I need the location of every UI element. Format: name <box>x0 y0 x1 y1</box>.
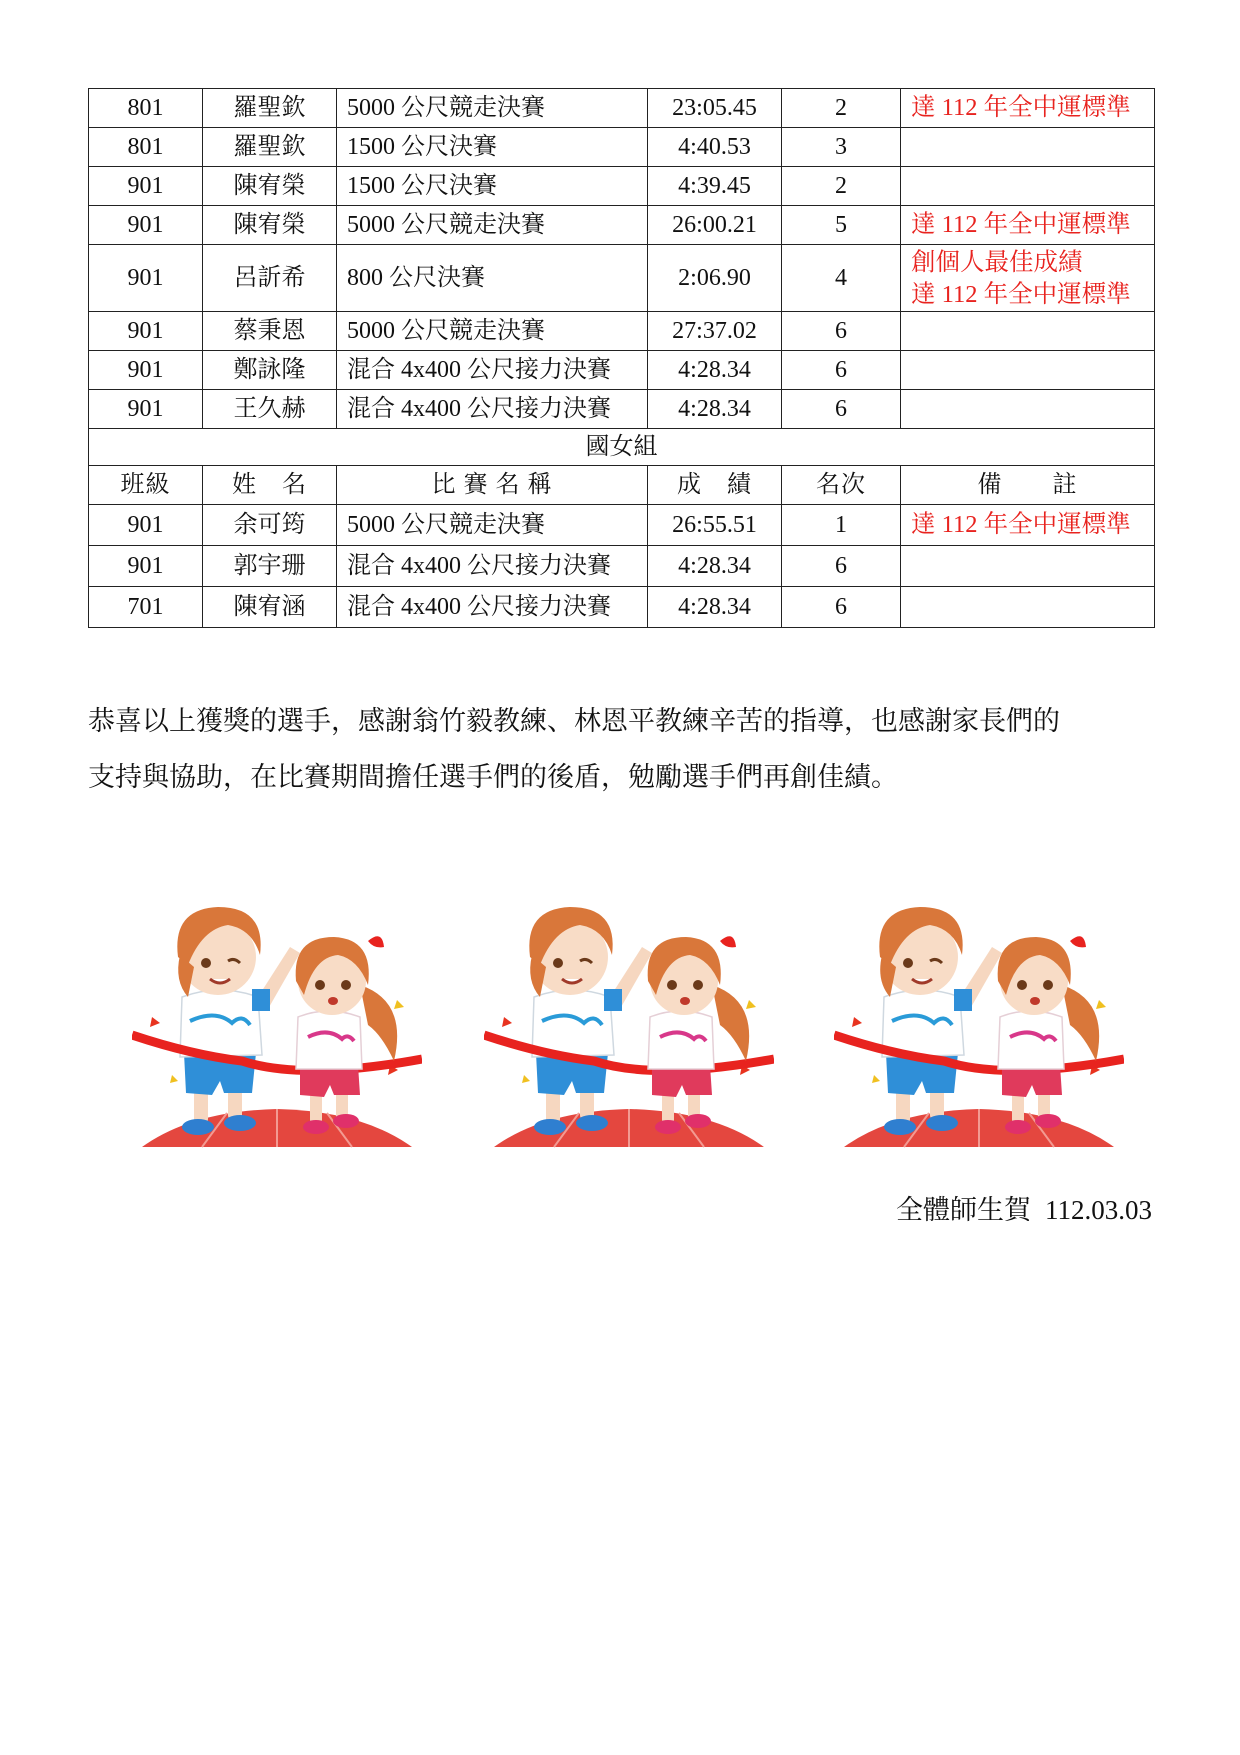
rank-cell: 6 <box>782 546 901 587</box>
table-row <box>89 351 1155 390</box>
class-cell: 901 <box>89 312 203 351</box>
signature-date: 112.03.03 <box>1045 1195 1152 1225</box>
rank-cell: 6 <box>782 312 901 351</box>
class-cell: 901 <box>89 245 203 312</box>
result-cell: 4:28.34 <box>648 546 782 587</box>
notes-cell <box>901 312 1155 351</box>
class-cell: 901 <box>89 546 203 587</box>
congratulation-message <box>88 694 1168 806</box>
result-cell: 27:37.02 <box>648 312 782 351</box>
name-cell: 余可筠 <box>203 505 337 546</box>
table-row <box>89 128 1155 167</box>
runners-illustration-2 <box>484 885 774 1155</box>
result-cell: 4:39.45 <box>648 167 782 206</box>
class-cell: 901 <box>89 206 203 245</box>
event-cell: 1500 公尺決賽 <box>337 167 648 206</box>
table-row <box>89 505 1155 546</box>
notes-cell <box>901 89 1155 128</box>
event-cell: 混合 4x400 公尺接力決賽 <box>337 390 648 429</box>
rank-cell: 4 <box>782 245 901 312</box>
notes-cell <box>901 546 1155 587</box>
header-row <box>89 466 1155 505</box>
notes-cell <box>901 206 1155 245</box>
rank-cell: 3 <box>782 128 901 167</box>
class-cell: 901 <box>89 390 203 429</box>
class-cell: 801 <box>89 128 203 167</box>
girls-results <box>89 505 1155 628</box>
event-cell: 1500 公尺決賽 <box>337 128 648 167</box>
rank-cell: 5 <box>782 206 901 245</box>
note-line: 達 112 年全中運標準 <box>911 211 1131 238</box>
event-cell: 5000 公尺競走決賽 <box>337 312 648 351</box>
event-cell: 5000 公尺競走決賽 <box>337 206 648 245</box>
event-cell: 混合 4x400 公尺接力決賽 <box>337 546 648 587</box>
header-event: 比 賽 名 稱 <box>337 466 648 505</box>
header-class: 班級 <box>89 466 203 505</box>
event-cell: 800 公尺決賽 <box>337 245 648 312</box>
header-rank: 名次 <box>782 466 901 505</box>
class-cell: 901 <box>89 351 203 390</box>
header-result: 成 績 <box>648 466 782 505</box>
result-cell: 4:28.34 <box>648 390 782 429</box>
result-cell: 4:40.53 <box>648 128 782 167</box>
event-cell: 5000 公尺競走決賽 <box>337 505 648 546</box>
name-cell: 陳宥涵 <box>203 587 337 628</box>
rank-cell: 6 <box>782 587 901 628</box>
message-line-1: 恭喜以上獲獎的選手，感謝翁竹毅教練、林恩平教練辛苦的指導，也感謝家長們的 <box>88 706 1060 737</box>
notes-cell <box>901 351 1155 390</box>
header-notes: 備 註 <box>901 466 1155 505</box>
section-title-girls: 國女組 <box>89 429 1155 466</box>
rank-cell: 6 <box>782 351 901 390</box>
note-line: 達 112 年全中運標準 <box>911 281 1131 308</box>
name-cell: 陳宥榮 <box>203 167 337 206</box>
name-cell: 鄭詠隆 <box>203 351 337 390</box>
table-row <box>89 89 1155 128</box>
result-cell: 26:00.21 <box>648 206 782 245</box>
table-row <box>89 206 1155 245</box>
results-table <box>88 88 1155 628</box>
name-cell: 蔡秉恩 <box>203 312 337 351</box>
notes-cell <box>901 245 1155 312</box>
event-cell: 混合 4x400 公尺接力決賽 <box>337 587 648 628</box>
table-row <box>89 587 1155 628</box>
section-row <box>89 429 1155 466</box>
table-row <box>89 245 1155 312</box>
notes-cell <box>901 167 1155 206</box>
result-cell: 4:28.34 <box>648 351 782 390</box>
name-cell: 羅聖欽 <box>203 89 337 128</box>
name-cell: 呂訢希 <box>203 245 337 312</box>
rank-cell: 2 <box>782 89 901 128</box>
table-row <box>89 312 1155 351</box>
result-cell: 23:05.45 <box>648 89 782 128</box>
message-line-2: 支持與協助，在比賽期間擔任選手們的後盾，勉勵選手們再創佳績。 <box>88 762 898 793</box>
class-cell: 801 <box>89 89 203 128</box>
header-name: 姓 名 <box>203 466 337 505</box>
signature-from: 全體師生賀 <box>896 1195 1031 1226</box>
class-cell: 901 <box>89 505 203 546</box>
runners-illustration-3 <box>834 885 1124 1155</box>
notes-cell <box>901 587 1155 628</box>
note-line: 創個人最佳成績 <box>911 249 1083 276</box>
boys-results <box>89 89 1155 429</box>
result-cell: 4:28.34 <box>648 587 782 628</box>
result-cell: 26:55.51 <box>648 505 782 546</box>
runners-illustration-1 <box>132 885 422 1155</box>
note-line: 達 112 年全中運標準 <box>911 94 1131 121</box>
class-cell: 701 <box>89 587 203 628</box>
name-cell: 羅聖欽 <box>203 128 337 167</box>
notes-cell <box>901 128 1155 167</box>
note-line: 達 112 年全中運標準 <box>911 511 1131 538</box>
class-cell: 901 <box>89 167 203 206</box>
event-cell: 5000 公尺競走決賽 <box>337 89 648 128</box>
rank-cell: 1 <box>782 505 901 546</box>
name-cell: 郭宇珊 <box>203 546 337 587</box>
notes-cell <box>901 505 1155 546</box>
table-row <box>89 546 1155 587</box>
name-cell: 陳宥榮 <box>203 206 337 245</box>
event-cell: 混合 4x400 公尺接力決賽 <box>337 351 648 390</box>
result-cell: 2:06.90 <box>648 245 782 312</box>
rank-cell: 2 <box>782 167 901 206</box>
table-row <box>89 167 1155 206</box>
table-row <box>89 390 1155 429</box>
rank-cell: 6 <box>782 390 901 429</box>
name-cell: 王久赫 <box>203 390 337 429</box>
notes-cell <box>901 390 1155 429</box>
signature <box>896 1188 1152 1227</box>
